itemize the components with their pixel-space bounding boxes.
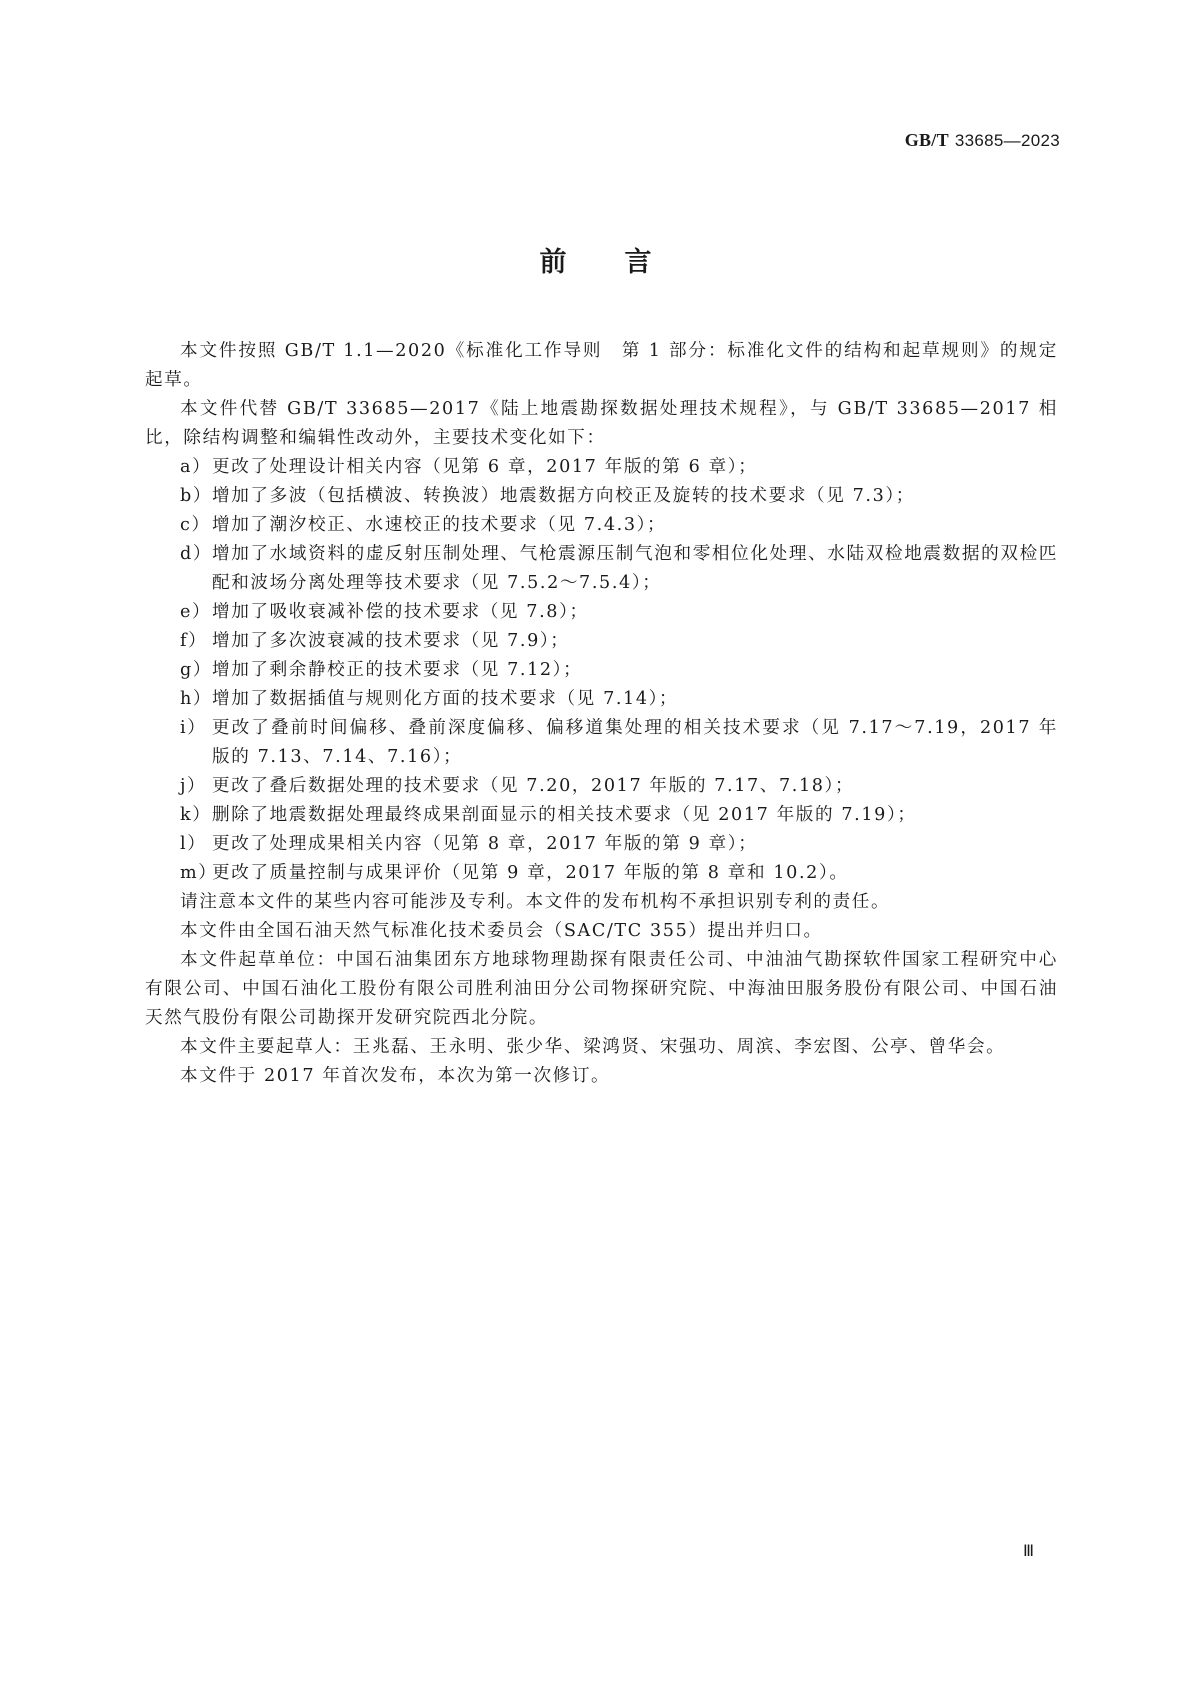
list-item: [145, 714, 1058, 772]
list-item-text: 增加了数据插值与规则化方面的技术要求（见 7.14）；: [212, 689, 679, 709]
list-item-text: 更改了叠后数据处理的技术要求（见 7.20，2017 年版的 7.17、7.18）；: [212, 776, 855, 796]
list-marker: i）: [180, 718, 207, 738]
list-marker: j）: [180, 776, 207, 796]
paragraph-drafting-units: 本文件起草单位：中国石油集团东方地球物理勘探有限责任公司、中油油气勘探软件国家工程研究中心有限公司、中国石油化工股份有限公司胜利油田分公司物探研究院、中海油田服务股份有限公司、中国石油天然气股份有限公司勘探开发研究院西北分院。: [145, 950, 1058, 1028]
paragraph-patent-notice: 请注意本文件的某些内容可能涉及专利。本文件的发布机构不承担识别专利的责任。: [180, 892, 891, 912]
list-marker: f）: [180, 631, 208, 651]
standard-code: [905, 130, 1060, 151]
foreword-body: [145, 337, 1058, 1091]
list-item: [145, 511, 1058, 540]
list-marker: m）: [180, 863, 218, 883]
list-item: [145, 540, 1058, 598]
standard-prefix: GB/T: [904, 130, 949, 150]
list-item: [145, 859, 1058, 888]
page-title: [0, 240, 1191, 279]
changes-list: [145, 453, 1058, 888]
list-item: [145, 627, 1058, 656]
title-char-1: 前: [539, 247, 567, 278]
list-item-text: 更改了处理设计相关内容（见第 6 章，2017 年版的第 6 章）；: [212, 457, 758, 477]
paragraph-history: 本文件于 2017 年首次发布，本次为第一次修订。: [180, 1066, 611, 1086]
list-marker: c）: [180, 515, 211, 535]
list-marker: l）: [180, 834, 207, 854]
list-marker: g）: [180, 660, 213, 680]
paragraph-drafting-rules: 本文件按照 GB/T 1.1—2020《标准化工作导则 第 1 部分：标准化文件的结构和起草规则》的规定起草。: [145, 341, 1058, 390]
list-item-text: 增加了水域资料的虚反射压制处理、气枪震源压制气泡和零相位化处理、水陆双检地震数据的双检匹配和波场分离处理等技术要求（见 7.5.2～7.5.4）；: [212, 544, 1058, 593]
list-item-text: 增加了吸收衰减补偿的技术要求（见 7.8）；: [212, 602, 589, 622]
list-item-text: 更改了处理成果相关内容（见第 8 章，2017 年版的第 9 章）；: [212, 834, 758, 854]
list-item: [145, 656, 1058, 685]
list-item: [145, 482, 1058, 511]
paragraph-committee: 本文件由全国石油天然气标准化技术委员会（SAC/TC 355）提出并归口。: [180, 921, 823, 941]
list-marker: a）: [180, 457, 212, 477]
list-item-text: 更改了质量控制与成果评价（见第 9 章，2017 年版的第 8 章和 10.2）。: [212, 863, 849, 883]
list-marker: h）: [180, 689, 213, 709]
list-item-text: 增加了剩余静校正的技术要求（见 7.12）；: [212, 660, 583, 680]
list-item: [145, 830, 1058, 859]
list-item-text: 更改了叠前时间偏移、叠前深度偏移、偏移道集处理的相关技术要求（见 7.17～7.19，2017 年版的 7.13、7.14、7.16）；: [212, 718, 1058, 767]
paragraph-replaces: 本文件代替 GB/T 33685—2017《陆上地震勘探数据处理技术规程》，与 GB/T 33685—2017 相比，除结构调整和编辑性改动外，主要技术变化如下：: [145, 399, 1058, 448]
list-item-text: 删除了地震数据处理最终成果剖面显示的相关技术要求（见 2017 年版的 7.19）；: [212, 805, 917, 825]
list-item-text: 增加了多波（包括横波、转换波）地震数据方向校正及旋转的技术要求（见 7.3）；: [212, 486, 915, 506]
list-marker: k）: [180, 805, 212, 825]
list-item: [145, 598, 1058, 627]
list-item: [145, 453, 1058, 482]
list-item-text: 增加了多次波衰减的技术要求（见 7.9）；: [212, 631, 570, 651]
list-item: [145, 685, 1058, 714]
list-marker: e）: [180, 602, 212, 622]
list-item: [145, 801, 1058, 830]
title-char-2: 言: [624, 247, 652, 278]
list-item: [145, 772, 1058, 801]
list-marker: d）: [180, 544, 213, 564]
page-number: Ⅲ: [1023, 1543, 1035, 1560]
list-item-text: 增加了潮汐校正、水速校正的技术要求（见 7.4.3）；: [212, 515, 667, 535]
standard-number: 33685—2023: [954, 131, 1060, 150]
list-marker: b）: [180, 486, 213, 506]
paragraph-drafters: 本文件主要起草人：王兆磊、王永明、张少华、梁鸿贤、宋强功、周滨、李宏图、公亭、曾华会。: [180, 1037, 1006, 1057]
